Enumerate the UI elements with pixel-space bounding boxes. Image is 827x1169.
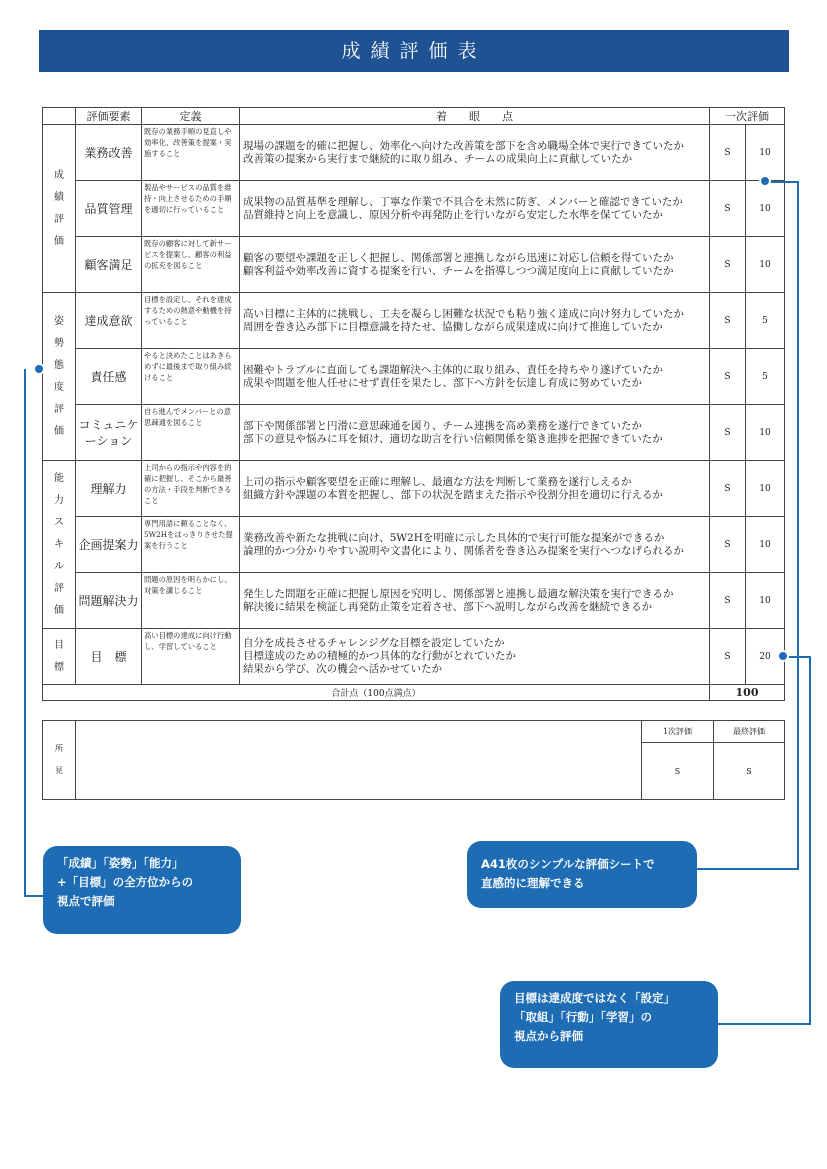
right-connector-line xyxy=(809,656,811,1025)
first-eval-score: 10 xyxy=(746,181,785,237)
table-row xyxy=(43,461,785,517)
table-row xyxy=(43,629,785,685)
first-eval-grade: S xyxy=(710,237,746,293)
comment-first-label: 1次評価 xyxy=(642,721,714,743)
callout-all-round-text: 「成績」「姿勢」「能力」 +「目標」の全方位からの 視点で評価 xyxy=(57,856,194,908)
evaluation-points: 発生した問題を正確に把握し原因を究明し、関係部署と連携し最適な解決策を実行できるか 解決後に結果を検証し再発防止策を定着させ、部下へ説明しながら改善を継続できるか xyxy=(240,573,710,629)
item-definition: やると決めたことはあきらめずに最後まで取り組み続けること xyxy=(142,349,240,405)
first-eval-grade: S xyxy=(710,125,746,181)
evaluation-item: 達成意欲 xyxy=(76,293,142,349)
header-element: 評価要素 xyxy=(76,108,142,125)
comment-first-value: S xyxy=(642,743,714,800)
evaluation-points: 困難やトラブルに直面しても課題解決へ主体的に取り組み、責任を持ちやり遂げていたか 成果や問題を他人任せにせず責任を果たし、部下へ方針を伝達し育成に努めていたか xyxy=(240,349,710,405)
middle-connector-tick xyxy=(697,868,799,870)
table-row xyxy=(43,405,785,461)
first-eval-grade: S xyxy=(710,349,746,405)
comment-label: 所 見 xyxy=(43,721,76,800)
first-eval-grade: S xyxy=(710,573,746,629)
total-label: 合計点（100点満点） xyxy=(43,685,710,701)
evaluation-item: 目 標 xyxy=(76,629,142,685)
header-definition: 定義 xyxy=(142,108,240,125)
evaluation-points: 現場の課題を的確に把握し、効率化へ向けた改善策を部下を含め職場全体で実行できていたか 改善策の提案から実行まで継続的に取り組み、チームの成果向上に貢献していたか xyxy=(240,125,710,181)
evaluation-item: コミュニケーション xyxy=(76,405,142,461)
first-eval-score: 10 xyxy=(746,461,785,517)
evaluation-item: 問題解決力 xyxy=(76,573,142,629)
first-eval-score: 10 xyxy=(746,237,785,293)
evaluation-item: 責任感 xyxy=(76,349,142,405)
category-label: 姿 勢 態 度 評 価 xyxy=(43,293,76,461)
header-points: 着 眼 点 xyxy=(240,108,710,125)
item-definition: 既存の業務手順の見直しや効率化、改善策を提案・実施すること xyxy=(142,125,240,181)
evaluation-points: 成果物の品質基準を理解し、丁寧な作業で不具合を未然に防ぎ、メンバーと確認できていたか 品質維持と向上を意識し、原因分析や再発防止を行いながら安定した水準を保てていたか xyxy=(240,181,710,237)
table-row xyxy=(43,237,785,293)
item-definition: 自ら進んでメンバーとの意思疎通を図ること xyxy=(142,405,240,461)
table-header-row xyxy=(43,108,785,125)
header-first-eval: 一次評価 xyxy=(710,108,785,125)
middle-marker-dot xyxy=(759,175,771,187)
table-row xyxy=(43,573,785,629)
table-row xyxy=(43,293,785,349)
first-eval-grade: S xyxy=(710,293,746,349)
page-title: 成績評価表 xyxy=(39,30,789,72)
evaluation-points: 顧客の要望や課題を正しく把握し、関係部署と連携しながら迅速に対応し信頼を得ていたか 顧客利益や効率改善に資する提案を行い、チームを指導しつつ満足度向上に貢献していたか xyxy=(240,237,710,293)
first-eval-score: 5 xyxy=(746,293,785,349)
evaluation-points: 上司の指示や顧客要望を正確に理解し、最適な方法を判断して業務を遂行しえるか 組織方針や課題の本質を把握し、部下の状況を踏まえた指示や役割分担を適切に行えるか xyxy=(240,461,710,517)
callout-all-round xyxy=(43,846,241,934)
evaluation-item: 理解力 xyxy=(76,461,142,517)
right-connector-tick xyxy=(718,1023,811,1025)
table-row xyxy=(43,125,785,181)
comment-final-value: S xyxy=(714,743,785,800)
left-connector-tick xyxy=(24,895,44,897)
evaluation-item: 顧客満足 xyxy=(76,237,142,293)
category-label: 成 績 評 価 xyxy=(43,125,76,293)
item-definition: 高い目標の達成に向け行動し、学習していること xyxy=(142,629,240,685)
header-blank xyxy=(43,108,76,125)
first-eval-grade: S xyxy=(710,517,746,573)
total-value: 100 xyxy=(710,685,785,701)
first-eval-score: 10 xyxy=(746,517,785,573)
evaluation-points: 部下や関係部署と円滑に意思疎通を図り、チーム連携を高め業務を遂行できていたか 部下の意見や悩みに耳を傾け、適切な助言を行い信頼関係を築き進捗を把握できていたか xyxy=(240,405,710,461)
left-marker-dot xyxy=(33,363,45,375)
first-eval-score: 10 xyxy=(746,125,785,181)
evaluation-points: 業務改善や新たな挑戦に向け、5W2Hを明確に示した具体的で実行可能な提案ができるか 論理的かつ分かりやすい説明や文書化により、関係者を巻き込み提案を実行へつなげられるか xyxy=(240,517,710,573)
evaluation-item: 品質管理 xyxy=(76,181,142,237)
category-label: 目 標 xyxy=(43,629,76,685)
first-eval-score: 5 xyxy=(746,349,785,405)
right-marker-dot xyxy=(777,650,789,662)
evaluation-item: 業務改善 xyxy=(76,125,142,181)
item-definition: 専門用語に頼ることなく、5W2Hをはっきりさせた提案を行うこと xyxy=(142,517,240,573)
callout-simple-sheet-text: A41枚のシンプルな評価シートで 直感的に理解できる xyxy=(481,857,655,890)
left-connector-line xyxy=(24,369,26,896)
middle-connector-line xyxy=(797,181,799,870)
table-row xyxy=(43,349,785,405)
first-eval-score: 10 xyxy=(746,573,785,629)
table-row xyxy=(43,181,785,237)
item-definition: 目標を設定し、それを達成するための熱意や動機を持っていること xyxy=(142,293,240,349)
callout-goal-view xyxy=(500,981,718,1068)
first-eval-score: 10 xyxy=(746,405,785,461)
item-definition: 問題の原因を明らかにし、対策を講じること xyxy=(142,573,240,629)
callout-simple-sheet xyxy=(467,841,697,908)
evaluation-table xyxy=(42,107,785,701)
comment-final-label: 最終評価 xyxy=(714,721,785,743)
item-definition: 上司からの指示や内容を的確に把握し、そこから最善の方法・手段を判断できること xyxy=(142,461,240,517)
item-definition: 製品やサービスの品質を維持・向上させるための手順を適切に行っていること xyxy=(142,181,240,237)
first-eval-score: 20 xyxy=(746,629,785,685)
item-definition: 既存の顧客に対して新サービスを提案し、顧客の利益の拡充を図ること xyxy=(142,237,240,293)
category-label: 能 力 ス キ ル 評 価 xyxy=(43,461,76,629)
comment-table xyxy=(42,720,785,800)
table-row xyxy=(43,517,785,573)
evaluation-points: 高い目標に主体的に挑戦し、工夫を凝らし困難な状況でも粘り強く達成に向け努力していたか 周囲を巻き込み部下に目標意識を持たせ、協働しながら成果達成に向けて推進していたか xyxy=(240,293,710,349)
evaluation-points: 自分を成長させるチャレンジグな目標を設定していたか 目標達成のための積極的かつ具体的な行動がとれていたか 結果から学び、次の機会へ活かせていたか xyxy=(240,629,710,685)
first-eval-grade: S xyxy=(710,461,746,517)
callout-goal-view-text: 目標は達成度ではなく「設定」 「取組」「行動」「学習」の 視点から評価 xyxy=(514,991,675,1043)
comment-area[interactable] xyxy=(76,721,642,800)
evaluation-item: 企画提案力 xyxy=(76,517,142,573)
first-eval-grade: S xyxy=(710,181,746,237)
first-eval-grade: S xyxy=(710,629,746,685)
total-row xyxy=(43,685,785,701)
first-eval-grade: S xyxy=(710,405,746,461)
